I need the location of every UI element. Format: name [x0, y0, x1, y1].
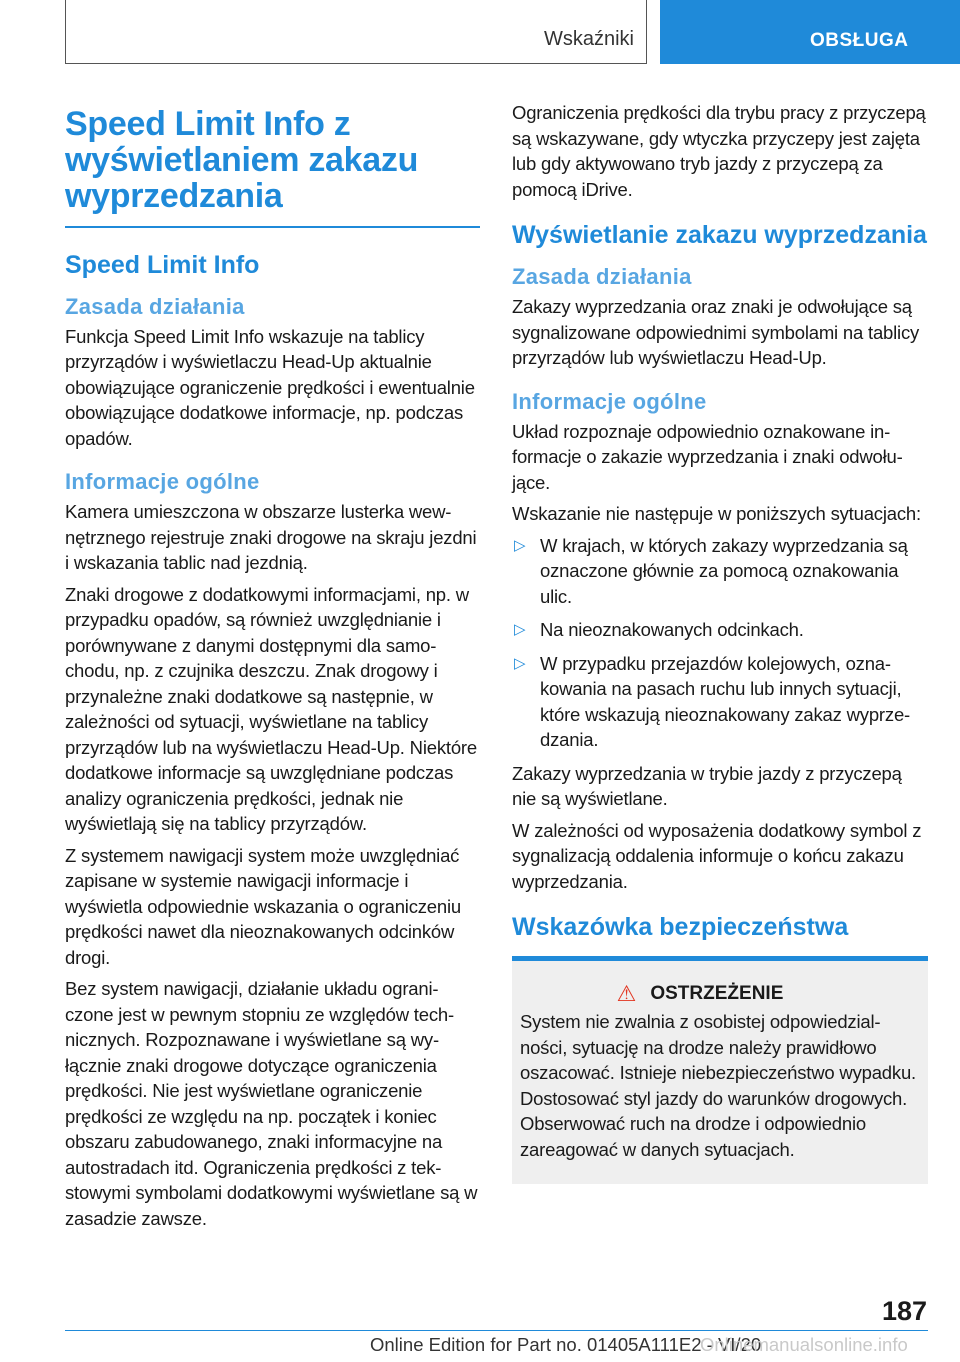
warning-label: OSTRZEŻENIE — [650, 983, 784, 1004]
right-column — [512, 100, 928, 1184]
page-title: Speed Limit Info z wyświetlaniem zakazu wyprzedzania — [65, 105, 419, 215]
subheading-principle: Zasada działania — [65, 293, 245, 319]
subheading-principle: Zasada działania — [512, 264, 692, 289]
section-heading-overtaking-display: Wyświetlanie zakazu wyprzedzania — [512, 221, 927, 249]
header-chapter-tab — [660, 0, 960, 64]
list-item: ▷ W przypadku przejazdów kolejowych, oznakowania na pasach ruchu lub innych sytuacji, które wskazują nieoznakowany zakaz wyprzedzania. — [514, 652, 911, 750]
subheading-general-info: Informacje ogólne — [65, 469, 260, 494]
title-underline — [65, 226, 480, 228]
paragraph: Zakazy wyprzedzania oraz znaki je odwołujące są sygnalizowane odpowiednimi symbolami na tablicy przyrządów lub wyświetlaczu Head-Up. — [512, 296, 920, 368]
paragraph: Bez system nawigacji, działanie układu ograniczone jest w pewnym stopniu ze względów technicznych. Rozpoznawane i wyświetlane są wyłącznie znaki drogowe dotyczące ograniczenia prędkości. Nie jest wyświetlane ograniczenie prędkości ze względu na np. początek i koniec obszaru zabudowanego, znaki informacyjne na autostradach itd. Ograniczenia prędkości z tekstowymi symbolami dodatkowymi wyświetlane są w zasadzie zawsze. — [65, 978, 478, 1229]
list-item: ▷ W krajach, w których zakazy wyprzedzania są oznaczone głównie za pomocą oznakowania ulic. — [514, 534, 908, 607]
footer-rule — [65, 1330, 928, 1331]
paragraph: W zależności od wyposażenia dodatkowy symbol z sygnalizacją oddalenia informuje o końcu zakazu wyprzedzania. — [512, 819, 922, 892]
warning-text: System nie zwalnia z osobistej odpowiedzialności, sytuację na drodze należy prawidłowo oszacować. Istnieje niebezpieczeństwo wypadku. Dostosować styl jazdy do warunków drogowych. Obserwować ruch na drodze i odpowiednio zareagować w danych sytuacjach. — [520, 1011, 916, 1160]
page-number: 187 — [881, 1296, 927, 1326]
paragraph: Funkcja Speed Limit Info wskazuje na tablicy przyrządów i wyświetlaczu Head-Up aktualnie obowiązujące ograniczenie prędkości i ewentualnie obowiązujące dodatkowe informacje, np. podczas opadów. — [65, 325, 475, 449]
list-item: ▷ Na nieoznakowanych odcinkach. — [512, 617, 928, 643]
footer-edition: Online Edition for Part no. 01405A111E2 - VI/20 — [370, 1334, 762, 1355]
paragraph: Wskazanie nie następuje w poniższych sytuacjach: — [512, 503, 921, 524]
paragraph: Z systemem nawigacji system może uwzględniać zapisane w systemie nawigacji informacje i wyświetla odpowiednie wskazania o ograniczeniu prędkości nawet dla nieoznakowanych odcinków drogi. — [65, 844, 461, 968]
paragraph: Zakazy wyprzedzania w trybie jazdy z przyczepą nie są wyświetlane. — [512, 762, 902, 809]
triangle-right-icon: ▷ — [514, 654, 526, 672]
paragraph: Ograniczenia prędkości dla trybu pracy z przyczepą są wskazywane, gdy wtyczka przyczepy jest zajęta lub gdy aktywowano tryb jazdy z przyczepą za pomocą iDrive. — [512, 102, 926, 200]
bullet-list — [512, 533, 928, 753]
watermark: Onlinemanualsonline.info — [700, 1334, 908, 1355]
triangle-right-icon: ▷ — [514, 621, 526, 638]
warning-header — [520, 983, 920, 1005]
warning-box — [512, 956, 928, 1184]
header-section-label: Wskaźniki — [543, 28, 634, 50]
header-chapter-label: OBSŁUGA — [810, 30, 909, 51]
paragraph: Kamera umieszczona w obszarze lusterka wewnętrznego rejestruje znaki drogowe na skraju jezdni i wskazania tablic nad jezdnią. — [65, 501, 477, 573]
warning-triangle-icon: ⚠ — [616, 981, 637, 1006]
triangle-right-icon: ▷ — [514, 536, 526, 554]
paragraph: Znaki drogowe z dodatkowymi informacjami, np. w przypadku opadów, są również uwzględnianie i porównywane z danymi dostępnymi dla samochodu, np. z czujnika deszczu. Znak drogowy i przynależne znaki dodatkowe są następnie, w zależności od sytuacji, wyświetlane na tablicy przyrządów lub na wyświetlaczu Head-Up. Niektóre dodatkowe informacje są uwzględniane podczas analizy ograniczenia prędkości, jednak nie wyświetlają się na tablicy przyrządów. — [65, 583, 477, 834]
section-heading-safety-note: Wskazówka bezpieczeństwa — [512, 913, 849, 941]
section-heading-speed-limit-info: Speed Limit Info — [65, 250, 260, 279]
header-section-box — [65, 0, 647, 64]
left-column — [65, 100, 480, 1237]
subheading-general-info: Informacje ogólne — [512, 388, 707, 414]
paragraph: Układ rozpoznaje odpowiednio oznakowane informacje o zakazie wyprzedzania i znaki odwołujące. — [512, 420, 903, 493]
